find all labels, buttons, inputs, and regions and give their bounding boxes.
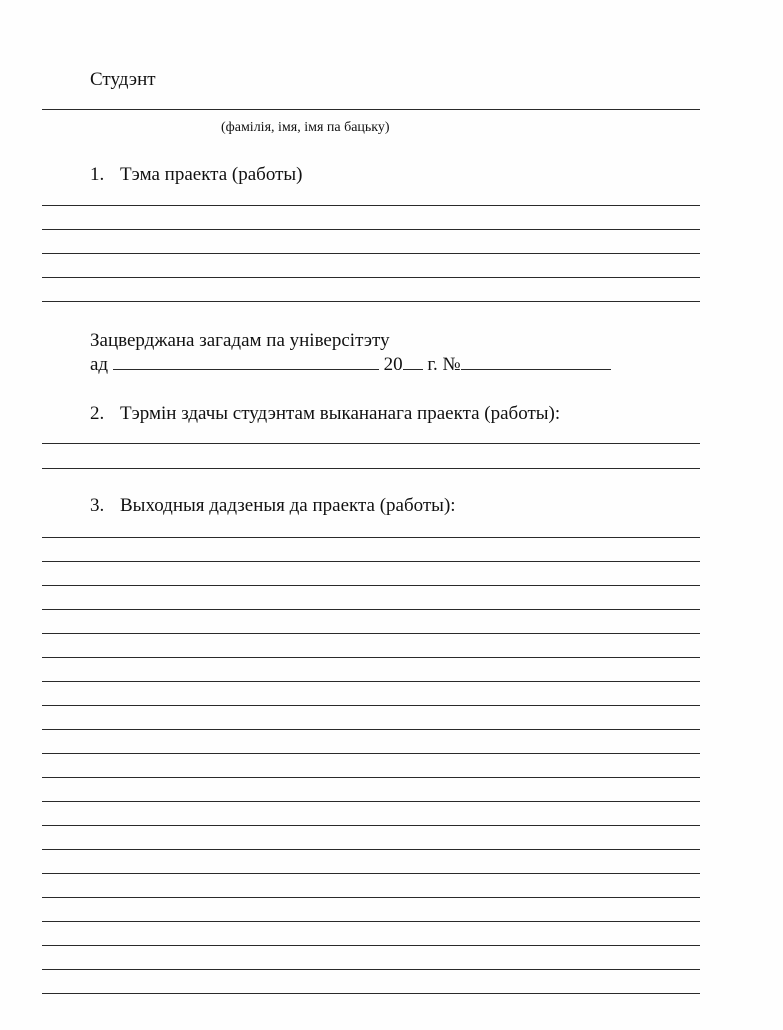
section-1-heading bbox=[90, 165, 302, 184]
input-data-line[interactable] bbox=[42, 849, 700, 850]
student-label: Студэнт bbox=[90, 69, 156, 90]
topic-line[interactable] bbox=[42, 205, 700, 206]
input-data-line[interactable] bbox=[42, 681, 700, 682]
input-data-line[interactable] bbox=[42, 969, 700, 970]
approval-date-row bbox=[90, 355, 611, 374]
section-3-heading bbox=[90, 496, 456, 515]
student-name-line[interactable] bbox=[42, 109, 700, 110]
topic-line[interactable] bbox=[42, 277, 700, 278]
input-data-line[interactable] bbox=[42, 657, 700, 658]
approval-year-suffix: г. № bbox=[427, 354, 461, 375]
input-data-line[interactable] bbox=[42, 753, 700, 754]
approval-line: Зацверджана загадам па універсітэту bbox=[90, 330, 390, 351]
topic-line[interactable] bbox=[42, 253, 700, 254]
input-data-line[interactable] bbox=[42, 777, 700, 778]
approval-date-blank[interactable] bbox=[113, 369, 379, 370]
approval-number-blank[interactable] bbox=[461, 369, 611, 370]
approval-year: 20 bbox=[383, 354, 403, 375]
approval-prefix: ад bbox=[90, 354, 109, 375]
deadline-line[interactable] bbox=[42, 468, 700, 469]
input-data-line[interactable] bbox=[42, 825, 700, 826]
input-data-line[interactable] bbox=[42, 873, 700, 874]
section-2-title: Тэрмін здачы студэнтам выкананага праекта (работы): bbox=[120, 403, 561, 424]
input-data-line[interactable] bbox=[42, 993, 700, 994]
section-2-number: 2. bbox=[90, 403, 105, 424]
topic-line[interactable] bbox=[42, 229, 700, 230]
input-data-line[interactable] bbox=[42, 609, 700, 610]
approval-year-blank[interactable] bbox=[403, 369, 423, 370]
input-data-line[interactable] bbox=[42, 729, 700, 730]
input-data-line[interactable] bbox=[42, 705, 700, 706]
input-data-line[interactable] bbox=[42, 537, 700, 538]
section-2-heading bbox=[90, 404, 560, 423]
student-name-hint: (фамілія, імя, імя па бацьку) bbox=[221, 120, 390, 135]
input-data-line[interactable] bbox=[42, 897, 700, 898]
topic-line[interactable] bbox=[42, 301, 700, 302]
input-data-line[interactable] bbox=[42, 633, 700, 634]
input-data-line[interactable] bbox=[42, 561, 700, 562]
deadline-line[interactable] bbox=[42, 443, 700, 444]
input-data-line[interactable] bbox=[42, 801, 700, 802]
section-3-title: Выходныя дадзеныя да праекта (работы): bbox=[120, 495, 456, 516]
input-data-line[interactable] bbox=[42, 945, 700, 946]
section-3-number: 3. bbox=[90, 495, 105, 516]
section-1-title: Тэма праекта (работы) bbox=[120, 164, 303, 185]
section-1-number: 1. bbox=[90, 164, 105, 185]
input-data-line[interactable] bbox=[42, 921, 700, 922]
input-data-line[interactable] bbox=[42, 585, 700, 586]
